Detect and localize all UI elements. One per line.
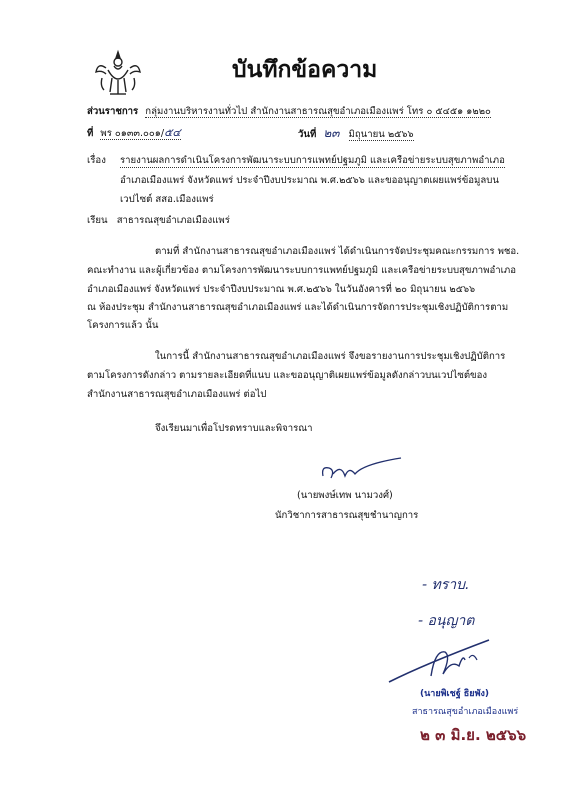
ref-number: พร ๐๑๓๓.๐๐๑/ [100, 128, 165, 139]
date-month-year: มิถุนายน ๒๕๖๖ [348, 129, 414, 140]
to-line [87, 215, 230, 227]
ref-label: ที่ [87, 128, 94, 139]
director-signature [385, 630, 495, 690]
garuda-emblem [92, 48, 144, 100]
stamp-date: ๒ ๓ มิ.ย. ๒๕๖๖ [420, 726, 527, 744]
date-day-handwritten: ๒๓ [323, 126, 340, 140]
closing-text: จึงเรียนมาเพื่อโปรดทราบและพิจารณา [155, 423, 313, 434]
date-line [298, 127, 414, 141]
handwritten-note-approved: - อนุญาต [418, 613, 475, 629]
para1-line-2: คณะทำงาน และผู้เกี่ยวข้อง ตามโครงการพัฒนาระบบการแพทย์ปฐมภูมิ และเครือข่ายระบบสุขภาพอำเภอ [87, 265, 517, 276]
ref-line [87, 127, 181, 140]
para2-line-3: สำนักงานสาธารณสุขอำเภอเมืองแพร่ ต่อไป [87, 389, 267, 400]
para1-line-3: อำเภอเมืองแพร่ จังหวัดแพร่ ประจำปีงบประมาณ พ.ศ.๒๕๖๖ ในวันอังคารที่ ๒๐ มิถุนายน ๒๕๖๖ [87, 284, 476, 295]
para2-line-1: ในการนี้ สำนักงานสาธารณสุขอำเภอเมืองแพร่ จึงขอรายงานการประชุมเชิงปฏิบัติการ [155, 351, 506, 362]
para1-line-1: ตามที่ สำนักงานสาธารณสุขอำเภอเมืองแพร่ ได้ดำเนินการจัดประชุมคณะกรรมการ พชอ. [155, 246, 520, 257]
para1-line-4: ณ ห้องประชุม สำนักงานสาธารณสุขอำเภอเมืองแพร่ และได้ดำเนินการจัดการประชุมเชิงปฏิบัติการตาม [87, 302, 509, 313]
date-label: วันที่ [298, 129, 317, 140]
signer-name: (นายพงษ์เทพ นามวงศ์) [297, 490, 393, 501]
to-label: เรียน [87, 215, 108, 226]
memo-title: บันทึกข้อความ [232, 57, 378, 83]
agency-line [87, 106, 491, 118]
agency-label: ส่วนราชการ [87, 106, 139, 117]
author-signature [315, 452, 405, 488]
stamp-title: สาธารณสุขอำเภอเมืองแพร่ [412, 707, 519, 717]
para1-line-5: โครงการแล้ว นั้น [87, 320, 159, 331]
to-value: สาธารณสุขอำเภอเมืองแพร่ [116, 215, 230, 226]
subject-line-2: อำเภอเมืองแพร่ จังหวัดแพร่ ประจำปีงบประมาณ พ.ศ.๒๕๖๖ และขออนุญาตเผยแพร่ข้อมูลบน [120, 175, 499, 186]
handwritten-note-acknowledged: - ทราบ. [422, 577, 470, 593]
agency-value: กลุ่มงานบริหารงานทั่วไป สำนักงานสาธารณสุขอำเภอเมืองแพร่ โทร ๐ ๕๔๕๑ ๑๒๒๐ [145, 106, 491, 117]
signer-position: นักวิชาการสาธารณสุขชำนาญการ [275, 510, 419, 521]
subject-line-1: รายงานผลการดำเนินโครงการพัฒนาระบบการแพทย์ปฐมภูมิ และเครือข่ายระบบสุขภาพอำเภอ [120, 155, 505, 166]
stamp-name: (นายพิเชฐ์ ธิยพัง) [420, 689, 490, 699]
subject-line-3: เวปไซต์ สสอ.เมืองแพร่ [120, 194, 214, 205]
ref-handwritten-number: ๕๔ [164, 126, 181, 139]
ref-value [100, 128, 180, 140]
subject-label: เรื่อง [87, 155, 106, 166]
para2-line-2: ตามโครงการดังกล่าว ตามรายละเอียดที่แนบ และขออนุญาติเผยแพร่ข้อมูลดังกล่าวบนเวปไซต์ของ [87, 370, 488, 381]
